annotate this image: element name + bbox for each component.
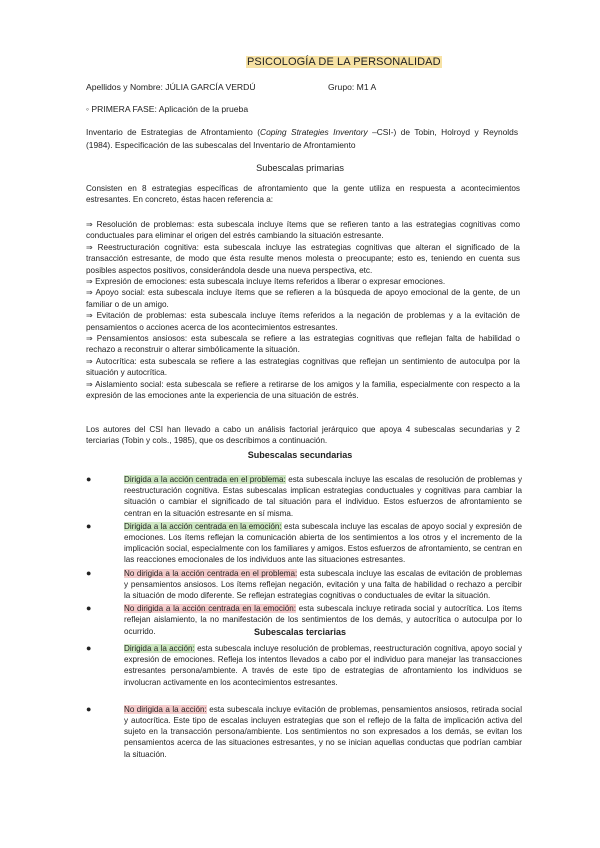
bullet-icon: ● [86, 603, 92, 614]
primary-item: ⇒ Autocrítica: esta subescala se refiere a las estrategias cognitivas que reflejan un sentimiento de autoculpa por la situación y autocrítica. [86, 356, 520, 378]
primary-item: ⇒ Aislamiento social: esta subescala se refiere a retirarse de los amigos y la familia, especialmente con respecto a la expresión de las emociones ante la experiencia de una situación de estrés. [86, 379, 520, 401]
primary-item: ⇒ Expresión de emociones: esta subescala incluye ítems referidos a liberar o expresar emociones. [86, 277, 446, 287]
secondary-text: esta subescala incluye retirada social y autocrítica. Los ítems reflejan aislamiento, la no manifestación de los sentimientos de los demás, y autocrítica o autoculpa por lo ocurrido. [124, 604, 522, 636]
bullet-icon: ● [86, 474, 92, 484]
tertiary-list [86, 643, 522, 760]
bullet-icon: ● [86, 703, 92, 714]
tertiary-label: No dirigida a la acción: [124, 704, 207, 714]
secondary-label: Dirigida a la acción centrada en el problema: [124, 475, 286, 484]
tertiary-text: esta subescala incluye evitación de problemas, pensamientos ansiosos, retirada social y autocrítica. Este tipo de escalas incluyen estrategias que son el reflejo de la falta de implicación activa del sujeto en la transacción persona/ambiente. Los sentimientos no son expresados a los demás, se evitan los pensamientos acerca de las situaciones estresantes, y no se inician aquellas conductas que podrían cambiar la situación. [124, 704, 522, 759]
intro-italic: Coping Strategies Inventory [260, 127, 368, 137]
secondary-text: esta subescala incluye las escalas de resolución de problemas y reestructuración cognitiva. Estas subescalas implican estrategias conductuales y cognitivas para cambiar la situación o cambiar el significado de tal situación para el individuo. Estos esfuerzos de afrontamiento se centran en la situación estresante en sí misma. [124, 475, 522, 518]
primary-item: ⇒ Resolución de problemas: esta subescala incluye ítems que se refieren tanto a las estrategias cognitivas como conductuales para eliminar el origen del estrés cambiando la situación estresante. [86, 220, 520, 241]
phase-heading: ◦ PRIMERA FASE: Aplicación de la prueba [86, 104, 249, 114]
secondary-item [86, 520, 522, 566]
intro-text-2: –CSI-) de Tobin, Holroyd y Reynolds (1984). Especificación de las subescalas del Inventario de Afrontamiento [86, 127, 519, 150]
page-title: PSICOLOGÍA DE LA PERSONALIDAD [247, 56, 441, 68]
primary-lead: Consisten en 8 estrategias específicas de afrontamiento que la gente utiliza en respuesta a acontecimientos estresantes. En concreto, éstas hacen referencia a: [86, 184, 520, 205]
primary-list [86, 219, 520, 402]
secondary-item [86, 474, 522, 519]
tertiary-item [86, 703, 522, 760]
intro-text-1: Inventario de Estrategias de Afrontamiento ( [86, 127, 261, 137]
primary-item: ⇒ Evitación de problemas: esta subescala incluye ítems referidos a la negación de problemas y a la evitación de pensamientos o acciones acerca de los acontecimientos estresantes. [86, 311, 520, 332]
primary-item: ⇒ Apoyo social: esta subescala incluye ítems que se refieren a la búsqueda de apoyo emocional de la gente, de un familiar o de un amigo. [86, 288, 520, 309]
bullet-icon: ● [86, 567, 92, 578]
secondary-text: esta subescala incluye las escalas de apoyo social y expresión de emociones. Los ítems reflejan la comunicación abierta de los sentimientos a los otros y el incremento de la implicación social, especialmente con los familiares y amigos. Estos esfuerzos de afrontamiento, se centran en las reacciones emocionales de los individuos ante las situaciones estresantes. [124, 521, 522, 565]
bullet-icon: ● [86, 643, 92, 653]
tertiary-label: Dirigida a la acción: [124, 644, 195, 653]
group-label: Grupo: M1 A [328, 82, 377, 92]
secondary-label: Dirigida a la acción centrada en la emoción: [124, 521, 282, 531]
primary-heading: Subescalas primarias [256, 163, 344, 173]
tertiary-text: esta subescala incluye resolución de problemas, reestructuración cognitiva, apoyo social y expresión de emociones. Refleja los intentos llevados a cabo por el individuo para manejar las transacciones estresantes persona/ambiente. A través de este tipo de estrategias de afrontamiento los individuos se involucran activamente en los acontecimientos estresantes. [124, 644, 522, 687]
secondary-item [86, 567, 522, 602]
tertiary-item [86, 643, 522, 688]
secondary-list [86, 474, 522, 637]
secondary-heading: Subescalas secundarias [247, 450, 353, 460]
factor-paragraph: Los autores del CSI han llevado a cabo un análisis factorial jerárquico que apoya 4 subescalas secundarias y 2 terciarias (Tobin y cols., 1985), que os describimos a continuación. [86, 425, 520, 446]
intro-paragraph [86, 126, 518, 151]
secondary-label: No dirigida a la acción centrada en la emoción: [124, 604, 296, 614]
primary-item: ⇒ Pensamientos ansiosos: esta subescala se refiere a las estrategias cognitivas que reflejan falta de habilidad o rechazo a reconstruir o alterar simbólicamente la situación. [86, 334, 520, 355]
tertiary-heading: Subescalas terciarias [253, 627, 347, 637]
bullet-icon: ● [86, 520, 92, 531]
secondary-text: esta subescala incluye las escalas de evitación de problemas y pensamientos ansiosos. Los ítems reflejan negación, evitación y una falta de habilidad o rechazo a percibir la situación de modo diferente. Se reflejan estrategias cognitivas o conductuales de evitar la situación. [124, 568, 522, 601]
secondary-label: No dirigida a la acción centrada en el problema: [124, 568, 298, 578]
primary-item: ⇒ Reestructuración cognitiva: esta subescala incluye las estrategias cognitivas que alteran el significado de la transacción estresante, de modo que ésta resulte menos molesta o preocupante; esto es, teniendo en cuenta sus posibles aspectos positivos, considerándola desde una nueva perspectiva, etc. [86, 242, 520, 275]
student-name: Apellidos y Nombre: JÚLIA GARCÍA VERDÚ [86, 82, 256, 92]
